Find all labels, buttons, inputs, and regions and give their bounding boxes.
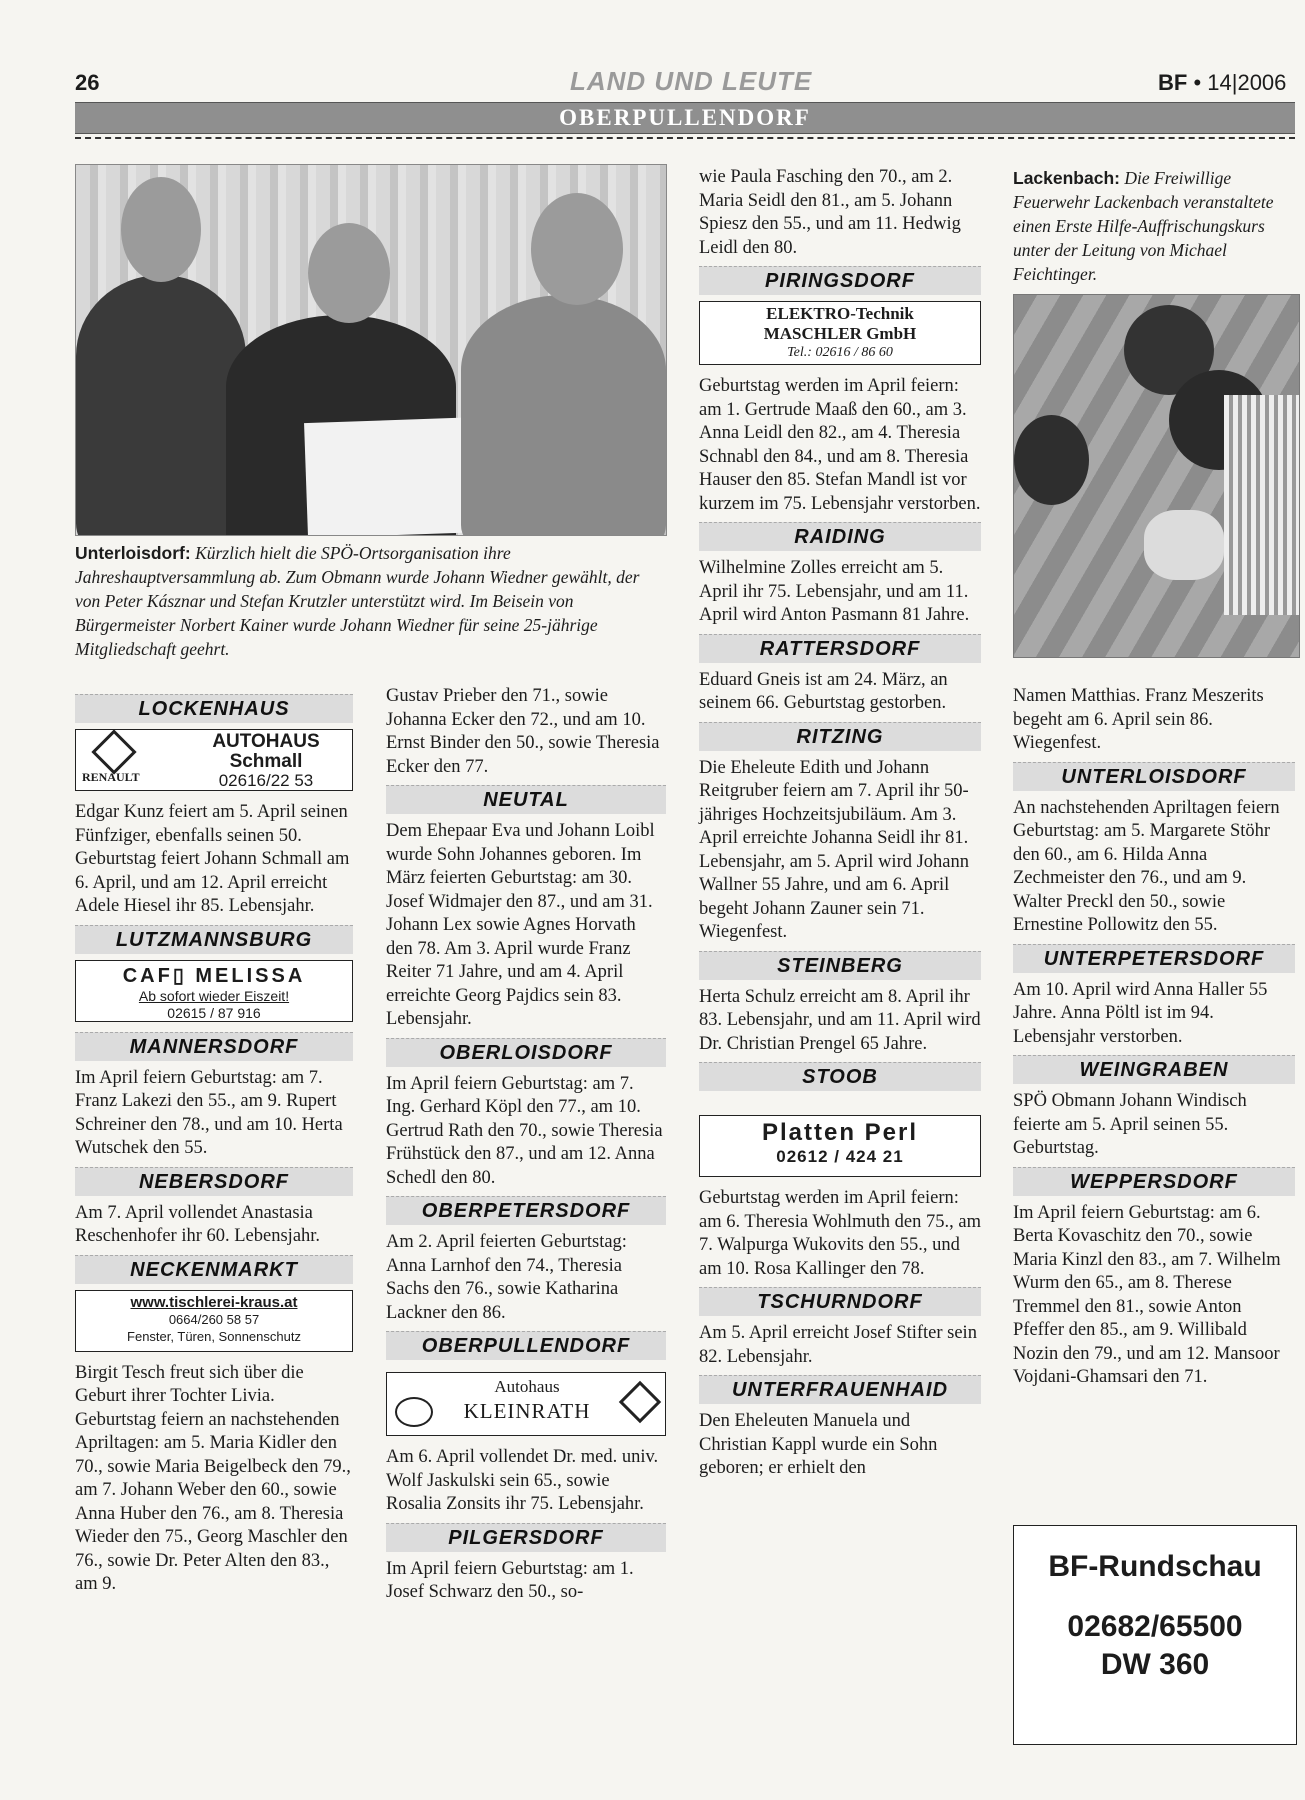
photo-lackenbach <box>1013 294 1300 658</box>
ad-autohaus-schmall <box>75 729 353 791</box>
region-band <box>75 102 1295 134</box>
ad-top: Autohaus <box>494 1377 560 1396</box>
ad-url: www.tischlerei-kraus.at <box>130 1293 298 1311</box>
ad-autohaus-kleinrath <box>386 1372 666 1436</box>
text-oberloisdorf: Im April feiern Geburtstag: am 7. Ing. Gerhard Köpl den 77., am 10. Gertrud Rath den 70., sowie Theresia Frühstück den 87., und am 12. Anna Schedl den 80. <box>386 1073 663 1188</box>
heading-weppersdorf: WEPPERSDORF <box>1013 1167 1295 1196</box>
text-pilgersdorf-cont: wie Paula Fasching den 70., am 2. Maria Seidl den 81., am 5. Johann Spiesz den 55., und am 11. Hedwig Leidl den 80. <box>699 167 961 258</box>
column-1 <box>75 688 353 1597</box>
ad-tagline: Fenster, Türen, Sonnenschutz <box>127 1328 301 1344</box>
text-weppersdorf: Im April feiern Geburtstag: am 6. Berta Kovaschitz den 70., sowie Maria Kinzl den 83., am 7. Wilhelm Wurm den 65., am 8. Therese Tremmel den 81., sowie Anton Pfeffer den 85., am 9. Willibald Nozin den 79., und am 12. Mansoor Vojdani-Ghamsari den 71. <box>1013 1202 1281 1387</box>
heading-ritzing: RITZING <box>699 722 981 751</box>
heading-oberpetersdorf: OBERPETERSDORF <box>386 1196 666 1225</box>
region-title: OBERPULLENDORF <box>559 105 811 130</box>
person-left-head <box>121 177 201 282</box>
section-title: LAND UND LEUTE <box>570 66 813 96</box>
text-neckenmarkt-cont: Gustav Prieber den 71., sowie Johanna Ecker den 72., und am 10. Ernst Binder den 50., sowie Theresia Ecker den 77. <box>386 686 660 777</box>
publication-name: BF <box>1158 70 1188 95</box>
renault-logo-icon <box>91 729 136 774</box>
text-stoob: Geburtstag werden im April feiern: am 6. Theresia Wohlmuth den 75., am 7. Walpurga Wukovits den 55., und am 10. Rosa Kallinger den 78. <box>699 1188 981 1279</box>
ad-line1: ELEKTRO-Technik <box>766 304 914 323</box>
person-right-head <box>531 193 623 305</box>
ad-cafe-melissa <box>75 960 353 1022</box>
heading-neutal: NEUTAL <box>386 785 666 814</box>
ad-phone: 02612 / 424 21 <box>776 1147 904 1166</box>
text-tschurndorf: Am 5. April erreicht Josef Stifter sein 82. Lebensjahr. <box>699 1323 977 1367</box>
text-ritzing: Die Eheleute Edith und Johann Reitgruber feiern am 7. April ihr 50-jähriges Hochzeitsjubiläum. Am 3. April erreichte Johanna Seidl ihr 81. Lebensjahr, am 5. April wird Johann Wallner 55 Jahre, und am 6. April begeht Johann Zauner sein 71. Wiegenfest. <box>699 757 970 942</box>
training-dummy <box>1144 510 1224 580</box>
text-unterfrauenhaid: Den Eheleuten Manuela und Christian Kappl wurde ein Sohn geboren; er erhielt den <box>699 1411 938 1478</box>
heading-unterfrauenhaid: UNTERFRAUENHAID <box>699 1375 981 1404</box>
page-number: 26 <box>75 70 100 95</box>
ad-name-line2: Schmall <box>229 751 303 772</box>
text-oberpetersdorf: Am 2. April feierten Geburtstag: Anna Larnhof den 74., Theresia Sachs den 76., sowie Katharina Lackner den 86. <box>386 1232 627 1323</box>
column-2 <box>386 685 666 1605</box>
person-right <box>461 295 666 536</box>
ad-phone: 02616/22 53 <box>218 771 314 790</box>
photo-unterloisdorf <box>75 164 667 536</box>
ad-elektro-maschler <box>699 301 981 365</box>
photo1-caption <box>75 541 665 661</box>
heading-lutzmannsburg: LUTZMANNSBURG <box>75 925 353 954</box>
ad-platten-perl <box>699 1115 981 1177</box>
heading-weingraben: WEINGRABEN <box>1013 1055 1295 1084</box>
text-piringsdorf: Geburtstag werden im April feiern: am 1. Gertrude Maaß den 60., am 3. Anna Leidl den 82., am 4. Theresia Schnabl den 84., und am 8. Theresia Hauser den 85. Stefan Mandl ist vor kurzem im 75. Lebensjahr verstorben. <box>699 376 981 514</box>
ad-name: Platten Perl <box>761 1119 919 1146</box>
caption-place: Unterloisdorf: <box>75 543 191 563</box>
person-head-3 <box>1014 415 1089 505</box>
ad-extension: DW 360 <box>1100 1648 1210 1681</box>
text-neckenmarkt: Birgit Tesch freut sich über die Geburt ihrer Tochter Livia. Geburtstag feiern an nachstehenden Apriltagen: am 5. Maria Kidler den 70., sowie Maria Beigelbeck den 79., am 7. Johann Weber den 60., sowie Anna Huber den 76., am 8. Theresia Wieder den 75., Georg Maschler den 76., sowie Dr. Peter Alten den 83., am 9. <box>75 1362 351 1594</box>
heading-steinberg: STEINBERG <box>699 951 981 980</box>
text-unterfrauenhaid-cont: Namen Matthias. Franz Meszerits begeht am 6. April sein 86. Wiegenfest. <box>1013 686 1264 753</box>
column-3 <box>699 166 981 1481</box>
ad-phone: 02615 / 87 916 <box>167 1004 261 1021</box>
text-steinberg: Herta Schulz erreicht am 8. April ihr 83. Lebensjahr, und am 11. April wird Dr. Christian Prengel 65 Jahre. <box>699 986 981 1054</box>
ad-name-line1: AUTOHAUS <box>212 731 320 752</box>
person-middle-head <box>308 223 390 323</box>
heading-pilgersdorf: PILGERSDORF <box>386 1523 666 1552</box>
column-4 <box>1013 685 1295 1390</box>
caption-place: Lackenbach: <box>1013 168 1120 188</box>
heading-tschurndorf: TSCHURNDORF <box>699 1287 981 1316</box>
heading-rattersdorf: RATTERSDORF <box>699 634 981 663</box>
header-divider <box>75 137 1295 139</box>
heading-oberloisdorf: OBERLOISDORF <box>386 1038 666 1067</box>
ad-phone: 02682/65500 <box>1067 1610 1243 1643</box>
text-lockenhaus: Edgar Kunz feiert am 5. April seinen Fünfziger, ebenfalls seinen 50. Geburtstag feiert Johann Schmall am 6. April, und am 12. April erreicht Adele Hiesel ihr 85. Lebensjahr. <box>75 802 350 916</box>
text-raiding: Wilhelmine Zolles erreicht am 5. April ihr 75. Lebensjahr, und am 11. April wird Anton Pasmann 81 Jahre. <box>699 558 970 625</box>
ad-tischlerei-kraus <box>75 1290 353 1352</box>
issue-info <box>1158 70 1286 96</box>
heading-stoob: STOOB <box>699 1062 981 1091</box>
heading-unterpetersdorf: UNTERPETERSDORF <box>1013 944 1295 973</box>
ad-name: KLEINRATH <box>463 1399 591 1423</box>
text-unterpetersdorf: Am 10. April wird Anna Haller 55 Jahre. Anna Pöltl ist im 94. Lebensjahr verstorben. <box>1013 979 1268 1047</box>
ad-phone: Tel.: 02616 / 86 60 <box>787 345 893 360</box>
ad-title: BF-Rundschau <box>1048 1550 1262 1583</box>
striped-shirt <box>1224 395 1300 615</box>
text-neutal: Dem Ehepaar Eva und Johann Loibl wurde Sohn Johannes geboren. Im März feierten Geburtstag: am 30. Josef Widmajer den 87., und am 31. Johann Lex sowie Agnes Horvath den 78. Am 3. April wurde Franz Reiter 71 Jahre, und am 4. April erreichte Georg Pajdics sein 83. Lebensjahr. <box>386 821 655 1029</box>
text-oberpullendorf: Am 6. April vollendet Dr. med. univ. Wolf Jaskulski sein 65., sowie Rosalia Zonsits ihr 75. Lebensjahr. <box>386 1447 659 1514</box>
heading-nebersdorf: NEBERSDORF <box>75 1167 353 1196</box>
text-mannersdorf: Im April feiern Geburtstag: am 7. Franz Lakezi den 55., am 9. Rupert Schreiner den 78., und am 10. Herta Wutschek den 55. <box>75 1067 343 1158</box>
renault-logo-icon <box>619 1381 661 1423</box>
person-left <box>76 275 246 536</box>
text-rattersdorf: Eduard Gneis ist am 24. März, an seinem 66. Geburtstag gestorben. <box>699 669 948 713</box>
heading-lockenhaus: LOCKENHAUS <box>75 694 353 723</box>
ad-name <box>186 732 346 772</box>
caption-text: Kürzlich hielt die SPÖ-Ortsorganisation ihre Jahreshauptversammlung ab. Zum Obmann wurde Johann Wiedner gewählt, der von Peter Kásznar und Stefan Krutzler unterstützt wird. Im Beisein von Bürgermeister Norbert Kainer wurde Johann Wiedner für seine 25-jährige Mitgliedschaft geehrt. <box>75 543 640 659</box>
ad-phone: 0664/260 58 57 <box>168 1311 260 1327</box>
ad-brand: RENAULT <box>82 770 140 784</box>
caption-text: Die Freiwillige Feuerwehr Lackenbach veranstaltete einen Erste Hilfe-Auffrischungskurs unter der Leitung von Michael Feichtinger. <box>1013 168 1274 284</box>
heading-mannersdorf: MANNERSDORF <box>75 1032 353 1061</box>
text-weingraben: SPÖ Obmann Johann Windisch feierte am 5. April seinen 55. Geburtstag. <box>1013 1091 1247 1158</box>
text-nebersdorf: Am 7. April vollendet Anastasia Reschenhofer ihr 60. Lebensjahr. <box>75 1202 321 1246</box>
heading-piringsdorf: PIRINGSDORF <box>699 266 981 295</box>
photo2-caption <box>1013 166 1295 286</box>
text-unterloisdorf: An nachstehenden Apriltagen feiern Geburtstag: am 5. Margarete Stöhr den 60., am 6. Hilda Anna Zechmeister den 76., und am 9. Walter Preckl den 50., sowie Ernestine Pollowitz den 55. <box>1013 797 1280 935</box>
ad-tagline: Ab sofort wieder Eiszeit! <box>138 987 290 1004</box>
heading-neckenmarkt: NECKENMARKT <box>75 1255 353 1284</box>
heading-oberpullendorf: OBERPULLENDORF <box>386 1331 666 1360</box>
ad-line2: MASCHLER GmbH <box>763 324 917 343</box>
mazda-logo-icon <box>395 1397 433 1427</box>
issue-number: • 14|2006 <box>1193 70 1287 95</box>
ad-name: CAF▯ MELISSA <box>122 964 306 987</box>
text-pilgersdorf: Im April feiern Geburtstag: am 1. Josef Schwarz den 50., so- <box>386 1558 634 1602</box>
heading-unterloisdorf: UNTERLOISDORF <box>1013 762 1295 791</box>
ad-bf-rundschau <box>1013 1525 1297 1745</box>
heading-raiding: RAIDING <box>699 522 981 551</box>
